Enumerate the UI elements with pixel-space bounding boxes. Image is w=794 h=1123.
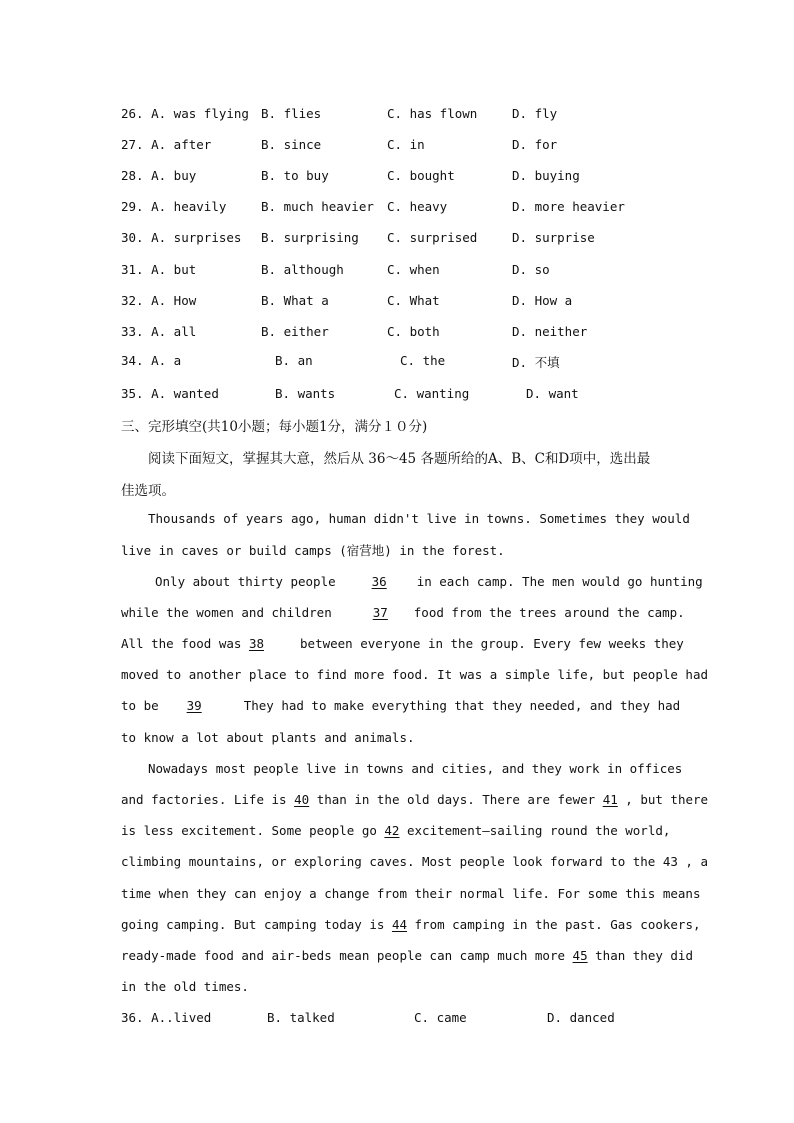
option-d: D. neither (512, 324, 588, 339)
option-b: B. either (261, 324, 329, 339)
blank-44: 44 (391, 917, 407, 932)
option-c: C. both (387, 324, 440, 339)
option-a: 31. A. but (121, 262, 197, 277)
blank-45: 45 (572, 948, 588, 963)
option-a: 30. A. surprises (121, 230, 242, 245)
option-a: 26. A. was flying (121, 106, 249, 121)
option-c: C. the (400, 353, 446, 368)
passage-line: All the food was 38 between everyone in the group. Every few weeks they (121, 636, 684, 651)
option-a: 27. A. after (121, 137, 212, 152)
option-b: B. an (275, 353, 313, 368)
passage-line: ready-made food and air-beds mean people can camp much more 45 than they did (121, 948, 693, 963)
blank-37: 37 (372, 605, 388, 620)
option-c: C. wanting (394, 386, 470, 401)
passage-line: live in caves or build camps (宿营地) in the forest. (121, 543, 505, 558)
blank-42: 42 (384, 823, 400, 838)
blank-36: 36 (371, 574, 387, 589)
instruction-line-1: 阅读下面短文，掌握其大意，然后从 36～45 各题所给的A、B、C和D项中，选出最 (148, 451, 651, 467)
option-a: 35. A. wanted (121, 386, 219, 401)
passage-line: Nowadays most people live in towns and cities, and they work in offices (148, 761, 683, 776)
option-d: D. want (526, 386, 579, 401)
option-c: C. has flown (387, 106, 478, 121)
passage-line: moved to another place to find more food. It was a simple life, but people had (121, 667, 708, 682)
passage-line: and factories. Life is 40 than in the old days. There are fewer 41 , but there (121, 792, 709, 807)
option-a: 36. A..lived (121, 1010, 212, 1025)
option-d: D. for (512, 137, 558, 152)
option-a: 29. A. heavily (121, 199, 227, 214)
option-d: D. so (512, 262, 550, 277)
blank-41: 41 (602, 792, 618, 807)
option-c: C. when (387, 262, 440, 277)
instruction-line-2: 佳选项。 (121, 483, 175, 499)
passage-line: while the women and children 37 food from the trees around the camp. (121, 605, 685, 620)
passage-line: to be 39 They had to make everything that they needed, and they had (121, 698, 681, 713)
option-d: D. How a (512, 293, 573, 308)
passage-line: Thousands of years ago, human didn't live in towns. Sometimes they would (148, 511, 690, 526)
option-b: B. although (261, 262, 344, 277)
option-d: D. fly (512, 106, 558, 121)
blank-38: 38 (248, 636, 265, 651)
option-b: B. surprising (261, 230, 359, 245)
option-a: 28. A. buy (121, 168, 197, 183)
option-b: B. since (261, 137, 322, 152)
option-b: B. wants (275, 386, 336, 401)
option-c: C. heavy (387, 199, 448, 214)
passage-line: time when they can enjoy a change from their normal life. For some this means (121, 886, 701, 901)
option-a: 34. A. a (121, 353, 182, 368)
option-d: D. buying (512, 168, 580, 183)
passage-line: is less excitement. Some people go 42 excitement—sailing round the world, (121, 823, 671, 838)
option-a: 32. A. How (121, 293, 197, 308)
passage-line: to know a lot about plants and animals. (121, 730, 415, 745)
option-b: B. much heavier (261, 199, 374, 214)
option-b: B. to buy (261, 168, 329, 183)
passage-line: going camping. But camping today is 44 from camping in the past. Gas cookers, (121, 917, 701, 932)
option-b: B. What a (261, 293, 329, 308)
option-c: C. came (414, 1010, 467, 1025)
section-heading: 三、完形填空(共10小题；每小题1分，满分１０分) (121, 419, 428, 435)
option-b: B. flies (261, 106, 322, 121)
option-b: B. talked (267, 1010, 335, 1025)
option-d: D. surprise (512, 230, 595, 245)
passage-line: climbing mountains, or exploring caves. Most people look forward to the 43 , a (121, 854, 708, 869)
option-a: 33. A. all (121, 324, 197, 339)
option-c: C. in (387, 137, 425, 152)
option-d: D. more heavier (512, 199, 625, 214)
passage-line: in the old times. (121, 979, 249, 994)
blank-39: 39 (186, 698, 202, 713)
option-c: C. bought (387, 168, 455, 183)
option-c: C. surprised (387, 230, 478, 245)
option-d: D. danced (547, 1010, 615, 1025)
blank-40: 40 (294, 792, 310, 807)
option-c: C. What (387, 293, 440, 308)
passage-line: Only about thirty people 36 in each camp. The men would go hunting (155, 574, 703, 589)
option-d: D. 不填 (512, 355, 560, 370)
